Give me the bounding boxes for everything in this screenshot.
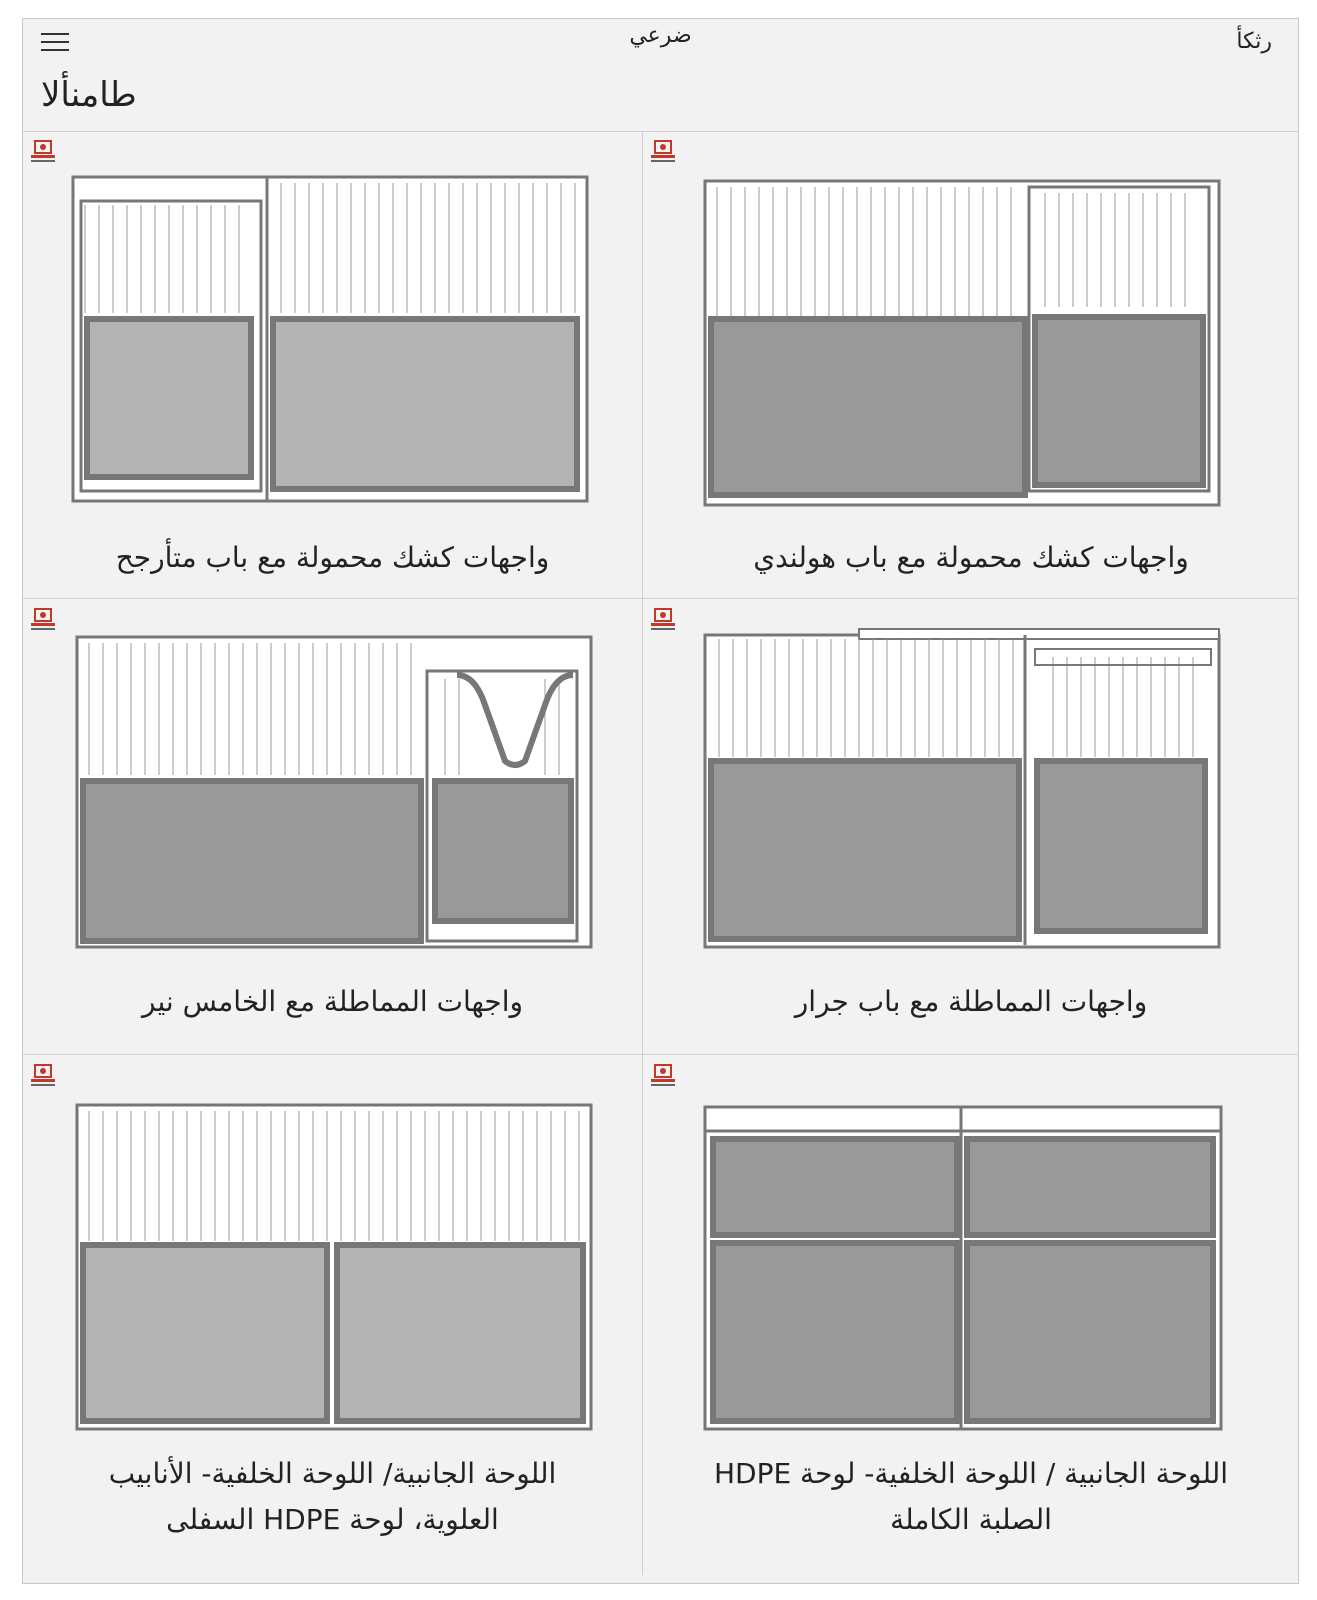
product-card-dutch-door[interactable] [643, 131, 1299, 599]
product-card-tube-hdpe-panel[interactable] [23, 1055, 643, 1575]
page-frame [22, 18, 1299, 1584]
product-caption[interactable]: واجهات كشك محمولة مع باب متأرجح [115, 541, 550, 574]
more-link[interactable]: رثكأ [1236, 29, 1272, 54]
shine-hope-equine-logo-icon [649, 1063, 677, 1089]
stall-front-dutch-door-image [703, 179, 1223, 509]
header-center-title: ضرعي [629, 23, 692, 48]
stall-front-sliding-door-image [703, 627, 1223, 951]
top-bar [23, 19, 1298, 132]
shine-hope-equine-logo-icon [649, 607, 677, 633]
product-caption[interactable]: اللوحة الجانبية/ اللوحة الخلفية- الأنابيب العلوية، لوحة HDPE السفلى [108, 1457, 557, 1536]
product-card-swing-door[interactable] [23, 131, 643, 599]
shine-hope-equine-logo-icon [29, 139, 57, 165]
page-title: طامنألا [41, 75, 137, 115]
side-panel-tube-hdpe-image [75, 1103, 595, 1433]
shine-hope-equine-logo-icon [29, 607, 57, 633]
stall-front-yoke-image [75, 635, 595, 951]
stall-front-swing-door-image [71, 175, 591, 505]
product-card-sliding-door[interactable] [643, 599, 1299, 1055]
side-panel-full-hdpe-image [703, 1103, 1231, 1433]
product-caption[interactable]: واجهات المماطلة مع باب جرار [794, 985, 1148, 1018]
product-caption[interactable]: واجهات كشك محمولة مع باب هولندي [753, 541, 1189, 574]
product-caption[interactable]: واجهات المماطلة مع الخامس نير [142, 985, 523, 1018]
product-caption[interactable]: اللوحة الجانبية / اللوحة الخلفية- لوحة HDPE الصلبة الكاملة [713, 1457, 1229, 1536]
shine-hope-equine-logo-icon [29, 1063, 57, 1089]
product-card-yoke[interactable] [23, 599, 643, 1055]
product-card-full-hdpe-panel[interactable] [643, 1055, 1299, 1575]
shine-hope-equine-logo-icon [649, 139, 677, 165]
